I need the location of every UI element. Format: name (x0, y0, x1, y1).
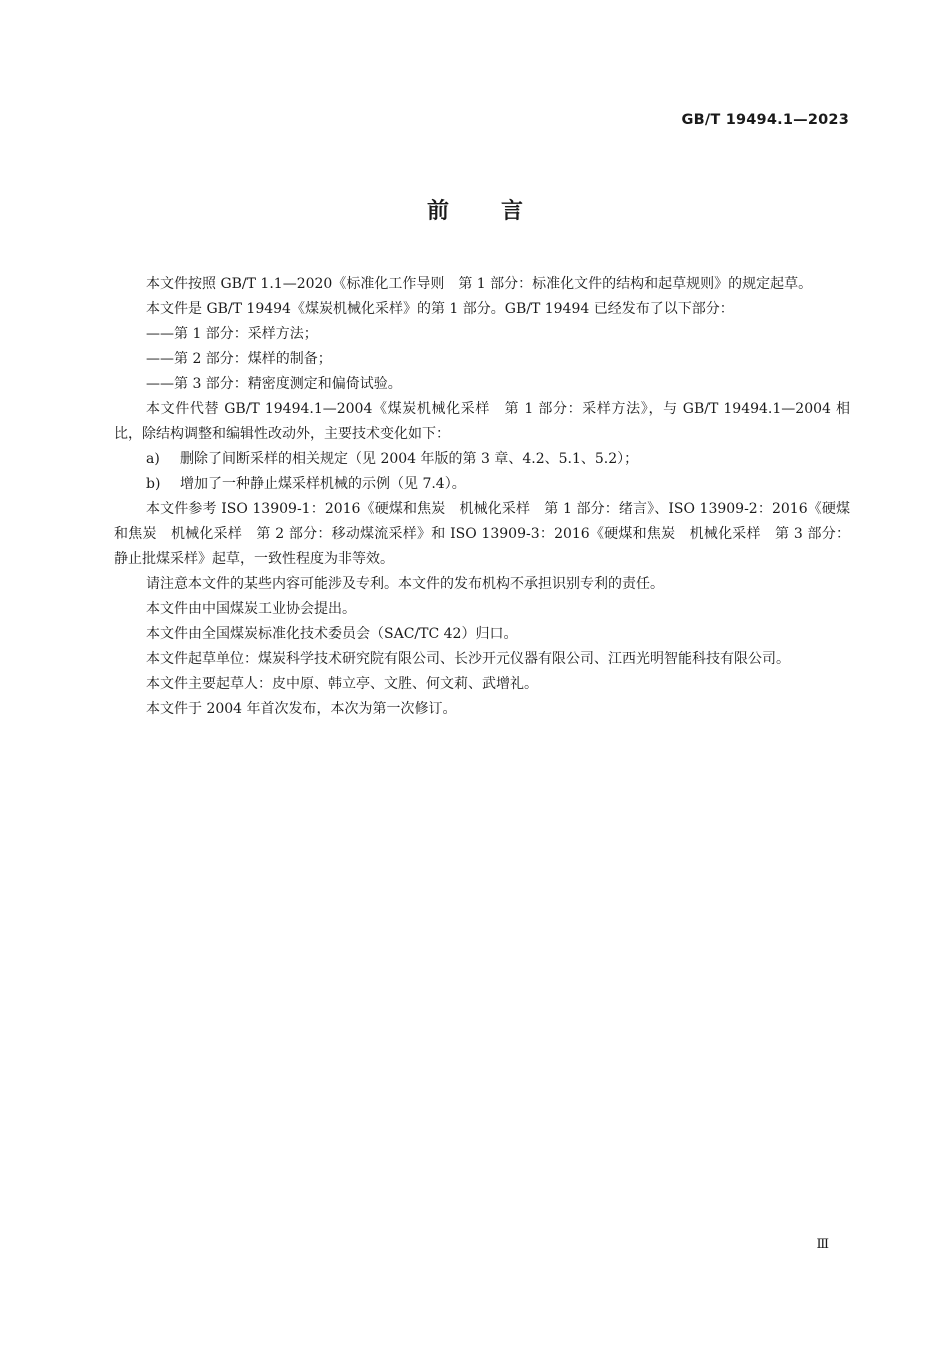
standard-number: GB/T 19494.1—2023 (681, 112, 849, 128)
part-list-item-2: ——第 2 部分：煤样的制备； (146, 351, 332, 367)
title-char-1: 前 (426, 199, 449, 224)
change-item-b-text: 增加了一种静止煤采样机械的示例（见 7.4）。 (180, 476, 466, 492)
page-number: Ⅲ (816, 1237, 829, 1252)
paragraph-replacement: 本文件代替 GB/T 19494.1—2004《煤炭机械化采样 第 1 部分：采样方法》，与 GB/T 19494.1—2004 相比，除结构调整和编辑性改动外，主要技术变化如下： (114, 401, 850, 442)
paragraph-proposer: 本文件由中国煤炭工业协会提出。 (146, 601, 356, 617)
paragraph-drafting-rules: 本文件按照 GB/T 1.1—2020《标准化工作导则 第 1 部分：标准化文件的结构和起草规则》的规定起草。 (146, 276, 813, 292)
change-item-b-marker: b) (146, 476, 161, 492)
change-item-a-marker: a) (146, 451, 160, 467)
title-char-2: 言 (501, 199, 524, 224)
paragraph-history: 本文件于 2004 年首次发布，本次为第一次修订。 (146, 701, 457, 717)
paragraph-patent-notice: 请注意本文件的某些内容可能涉及专利。本文件的发布机构不承担识别专利的责任。 (146, 576, 664, 592)
paragraph-drafters: 本文件主要起草人：皮中原、韩立亭、文胜、何文莉、武增礼。 (146, 676, 538, 692)
change-item-a (114, 447, 850, 472)
part-list-item-1: ——第 1 部分：采样方法； (146, 326, 318, 342)
change-item-b (114, 472, 850, 497)
part-list-item-3: ——第 3 部分：精密度测定和偏倚试验。 (146, 376, 402, 392)
paragraph-committee: 本文件由全国煤炭标准化技术委员会（SAC/TC 42）归口。 (146, 626, 518, 642)
change-item-a-text: 删除了间断采样的相关规定（见 2004 年版的第 3 章、4.2、5.1、5.2）； (180, 451, 639, 467)
foreword-body (114, 272, 850, 722)
page-title (0, 194, 950, 225)
paragraph-iso-reference: 本文件参考 ISO 13909-1：2016《硬煤和焦炭 机械化采样 第 1 部分：绪言》、ISO 13909-2：2016《硬煤和焦炭 机械化采样 第 2 部分：移动煤流采样》和 ISO 13909-3：2016《硬煤和焦炭 机械化采样 第 3 部分：静止批煤采样》起草，一致性程度为非等效。 (114, 501, 850, 567)
paragraph-drafting-units: 本文件起草单位：煤炭科学技术研究院有限公司、长沙开元仪器有限公司、江西光明智能科技有限公司。 (146, 651, 790, 667)
paragraph-series-intro: 本文件是 GB/T 19494《煤炭机械化采样》的第 1 部分。GB/T 19494 已经发布了以下部分： (146, 301, 734, 317)
